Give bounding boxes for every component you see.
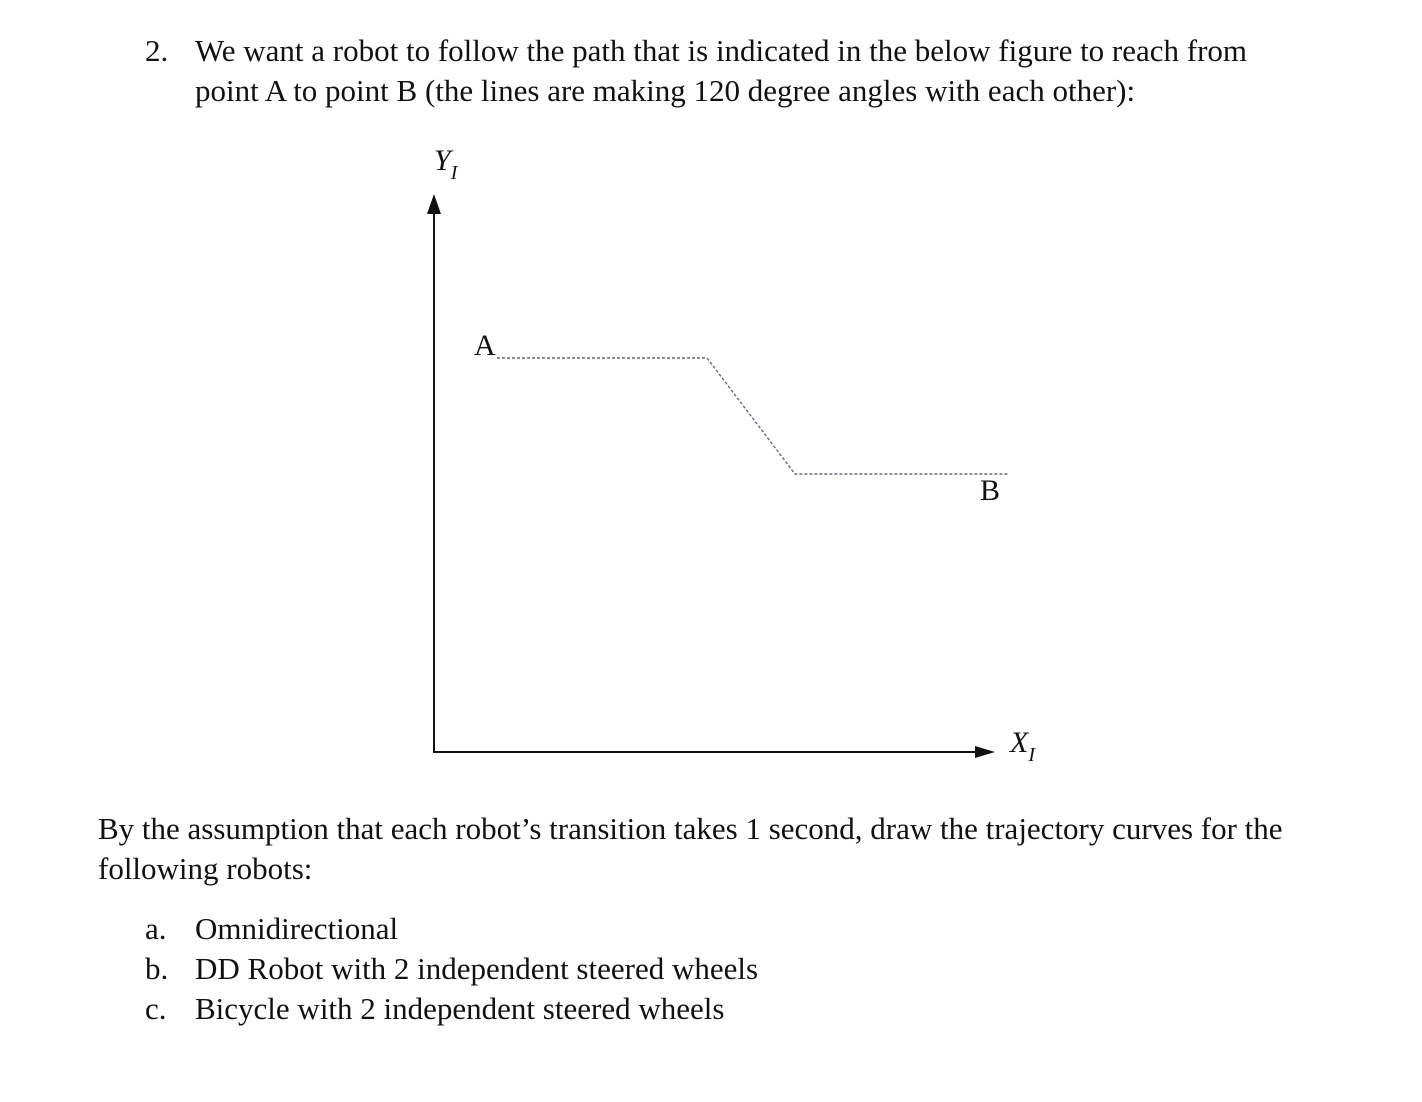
question-text-line-1: We want a robot to follow the path that is indicated in the below figure to reach from [195,33,1248,68]
question-number: 2. [145,33,169,68]
point-a-label: A [474,329,496,362]
list-item-c-text: Bicycle with 2 independent steered wheels [195,991,725,1026]
instruction-line-1: By the assumption that each robot’s transition takes 1 second, draw the trajectory curves for the [98,811,1283,846]
list-item-b-text: DD Robot with 2 independent steered wheels [195,951,759,986]
y-axis-label: $Y_I$ [434,144,458,184]
point-b-label: B [980,474,1001,507]
x-axis-arrowhead [975,746,995,758]
list-item-b-marker: b. [145,951,169,986]
list-item-a-marker: a. [145,911,167,946]
x-axis-label: $X_I$ [1010,726,1035,766]
y-axis-arrowhead [427,194,441,214]
list-item-a-text: Omnidirectional [195,911,399,946]
instruction-line-2: following robots: [98,851,313,886]
list-item-c-marker: c. [145,991,167,1026]
question-text-line-2: point A to point B (the lines are making 120 degree angles with each other): [195,73,1136,108]
robot-path [497,358,1008,474]
